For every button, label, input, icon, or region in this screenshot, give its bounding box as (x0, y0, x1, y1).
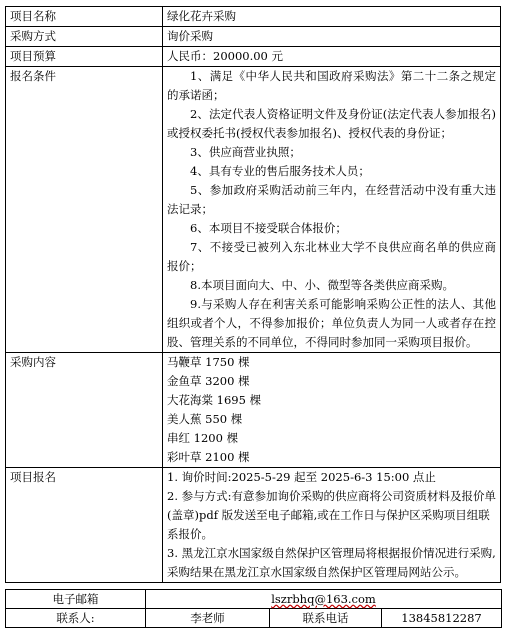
method-value: 询价采购 (163, 27, 501, 47)
registration-item: 3. 黑龙江京水国家级自然保护区管理局将根据报价情况进行采购,采购结果在黑龙江京水国家级自然保护区管理局网站公示。 (167, 546, 496, 579)
content-item: 串红 1200 棵 (167, 431, 239, 445)
email-value (146, 590, 502, 609)
info-table (5, 6, 501, 583)
contact-label: 联系人: (6, 609, 146, 628)
condition-item: 5、参加政府采购活动前三年内，在经营活动中没有重大违法记录； (167, 183, 496, 216)
budget-label: 项目预算 (6, 47, 163, 67)
row-contact (6, 609, 502, 628)
content-item: 金鱼草 3200 棵 (167, 374, 250, 388)
condition-item: 6、本项目不接受联合体报价； (190, 221, 347, 235)
phone-value: 13845812287 (382, 609, 502, 628)
project-name-value: 绿化花卉采购 (163, 7, 501, 27)
conditions-label: 报名条件 (6, 67, 163, 353)
condition-item: 8.本项目面向大、中、小、微型等各类供应商采购。 (190, 278, 454, 292)
contact-table (5, 589, 502, 628)
condition-item: 9.与采购人存在利害关系可能影响采购公正性的法人、其他组织或者个人，不得参加报价；单位负责人为同一人或者存在控股、管理关系的不同单位，不得同时参加同一采购项目报价。 (167, 297, 496, 349)
row-email (6, 590, 502, 609)
content-item: 马鞭草 1750 棵 (167, 355, 250, 369)
condition-item: 4、具有专业的售后服务技术人员； (190, 164, 370, 178)
content-value (163, 353, 501, 468)
contact-value: 李老师 (146, 609, 270, 628)
registration-item: 2. 参与方式:有意参加询价采购的供应商将公司资质材料及报价单(盖章)pdf 版发送至电子邮箱,或在工作日与保护区采购项目组联系报价。 (167, 489, 496, 541)
row-method (6, 27, 501, 47)
row-budget (6, 47, 501, 67)
row-registration (6, 468, 501, 583)
phone-label: 联系电话 (270, 609, 382, 628)
method-label: 采购方式 (6, 27, 163, 47)
condition-item: 7、不接受已被列入东北林业大学不良供应商名单的供应商报价； (167, 240, 496, 273)
content-item: 美人蕉 550 棵 (167, 412, 243, 426)
registration-label: 项目报名 (6, 468, 163, 583)
conditions-value (163, 67, 501, 353)
row-content (6, 353, 501, 468)
email-label: 电子邮箱 (6, 590, 146, 609)
content-label: 采购内容 (6, 353, 163, 468)
content-item: 彩叶草 2100 棵 (167, 450, 250, 464)
condition-item: 1、满足《中华人民共和国政府采购法》第二十二条之规定的承诺函； (167, 69, 496, 102)
registration-item: 1. 询价时间:2025-5-29 起至 2025-6-3 15:00 点止 (167, 470, 436, 484)
content-item: 大花海棠 1695 棵 (167, 393, 262, 407)
registration-value (163, 468, 501, 583)
row-project-name (6, 7, 501, 27)
project-name-label: 项目名称 (6, 7, 163, 27)
condition-item: 3、供应商营业执照； (190, 145, 301, 159)
condition-item: 2、法定代表人资格证明文件及身份证(法定代表人参加报名)或授权委托书(授权代表参加报名)、授权代表的身份证； (167, 107, 496, 140)
row-conditions (6, 67, 501, 353)
email-address: lszrbhq@163.com (271, 592, 376, 606)
budget-value: 人民币：20000.00 元 (163, 47, 501, 67)
